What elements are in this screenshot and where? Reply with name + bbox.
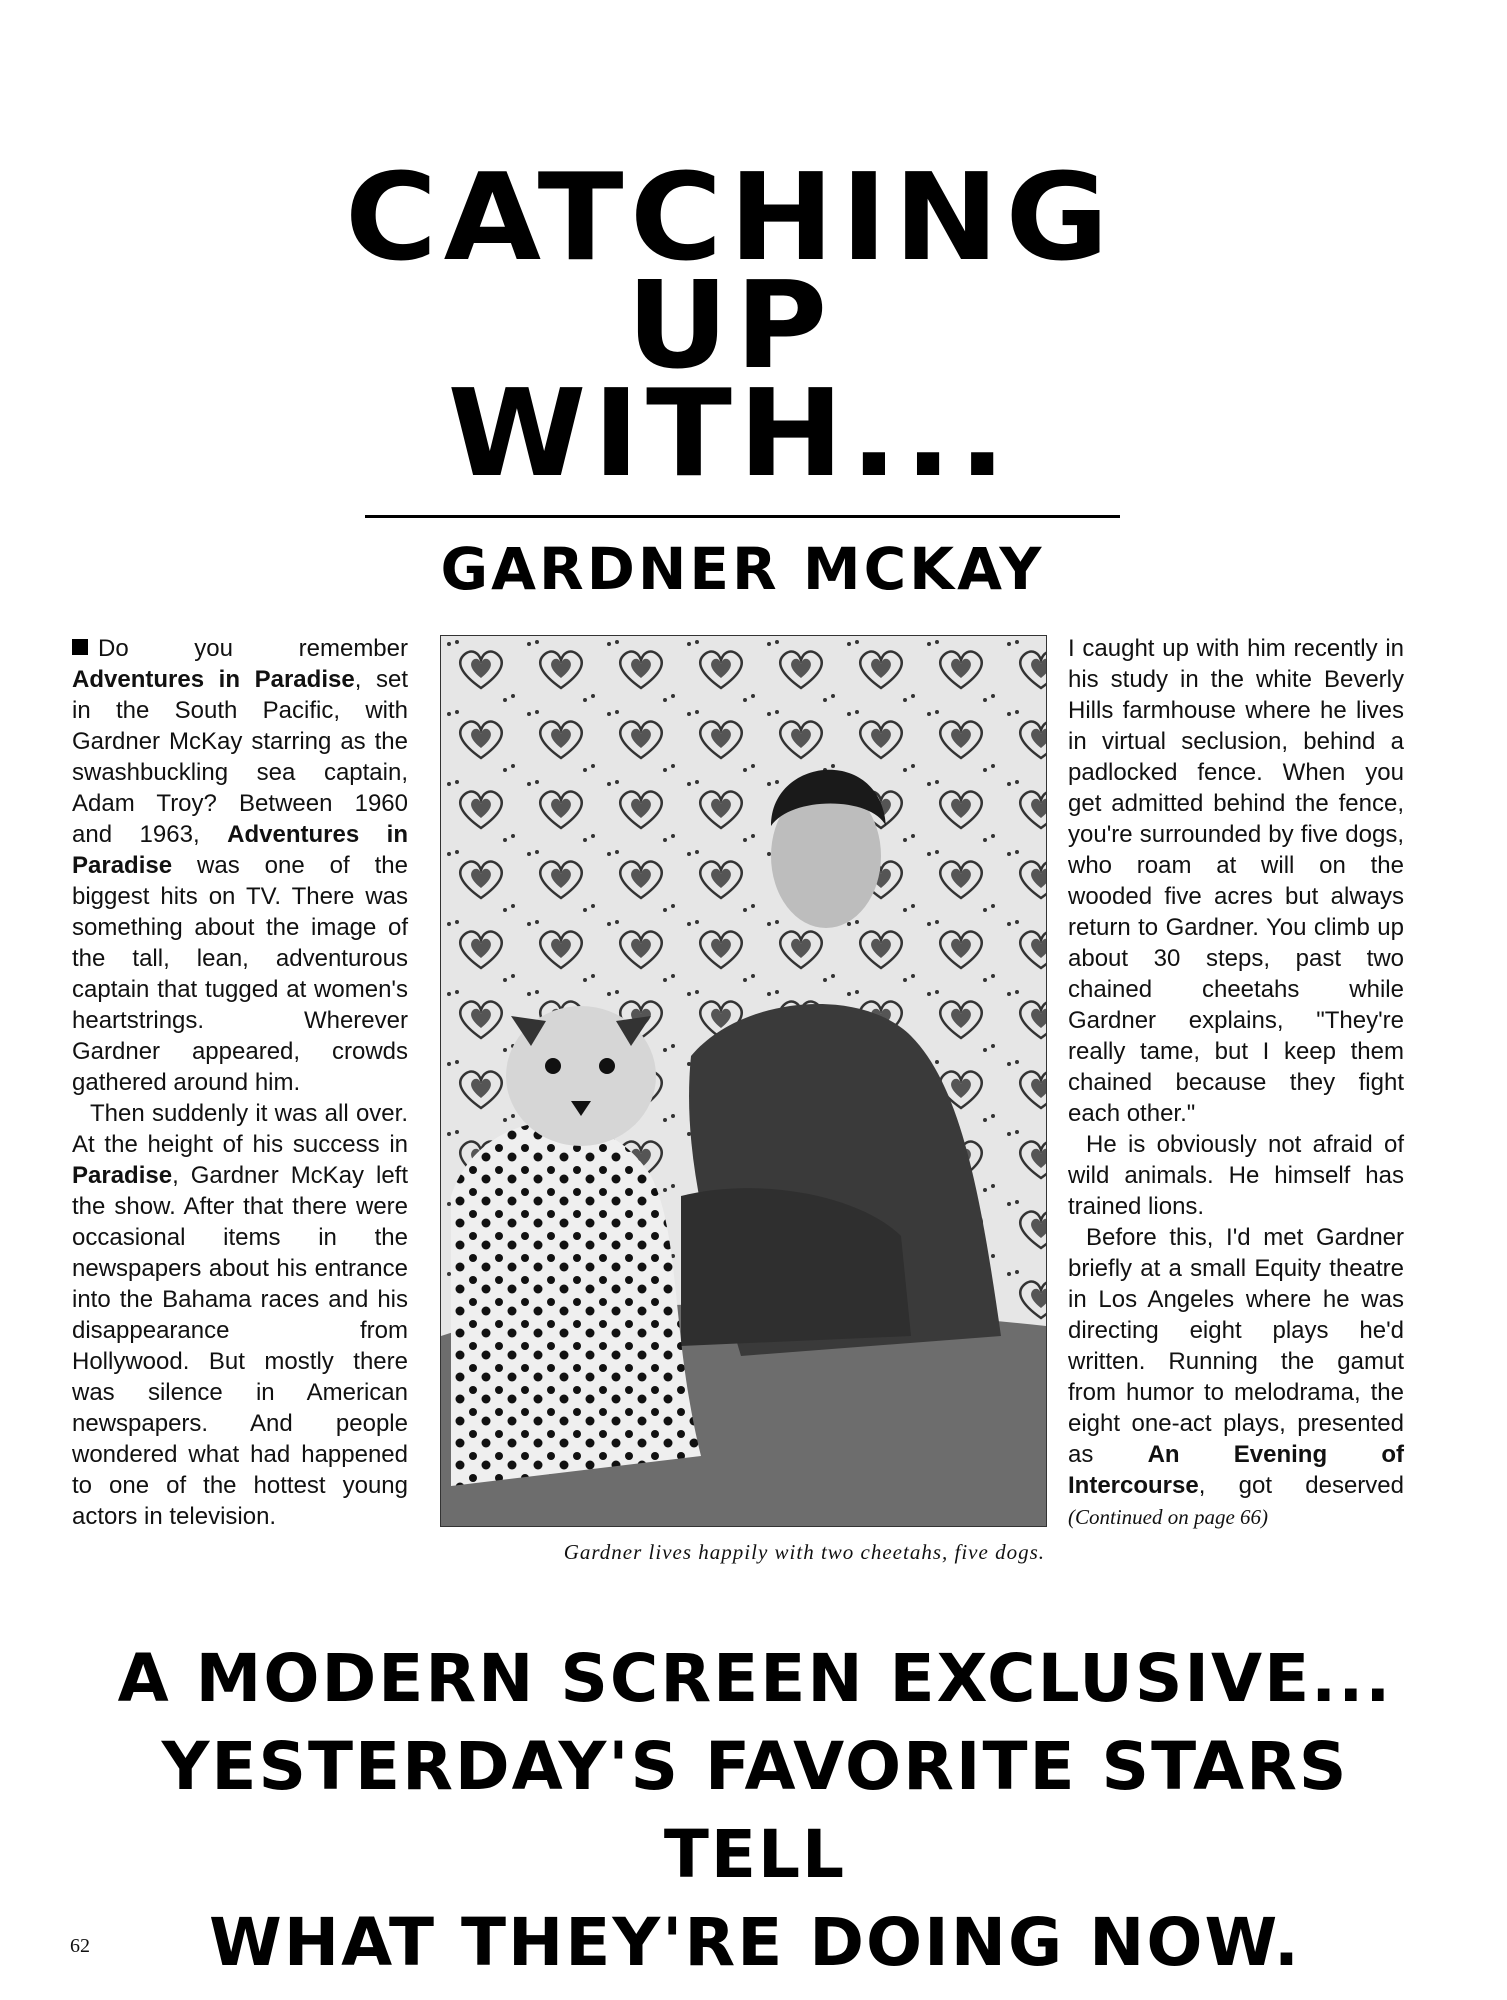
tagline-line-1: A MODERN SCREEN EXCLUSIVE... (117, 1640, 1393, 1717)
subhead: GARDNER MCKAY (440, 535, 1045, 603)
column3-paragraph-2: He is obviously not afraid of wild animals. He himself has trained lions. (1068, 1131, 1404, 1220)
continued-notice: (Continued on page 66) (1068, 1505, 1269, 1529)
headline-rule (365, 515, 1120, 518)
headline-line-2: UP (626, 257, 834, 396)
photo-caption: Gardner lives happily with two cheetahs, five dogs. (563, 1540, 1045, 1564)
column1-paragraph-1: Do you remember Adventures in Paradise, set in the South Pacific, with Gardner McKay starring as the swashbuckling sea captain, Adam Troy? Between 1960 and 1963, Adventures in Paradise was one of the biggest hits on TV. There was something about the image of the tall, lean, adventurous captain that tugged at women's heartstrings. Wherever Gardner appeared, crowds gathered around him. (72, 635, 408, 1096)
tagline-line-2: YESTERDAY'S FAVORITE STARS TELL (161, 1728, 1349, 1893)
headline-line-3: WITH... (447, 365, 1013, 504)
headline (340, 149, 1120, 504)
article-column-3 (1068, 633, 1404, 1533)
tagline (60, 1635, 1450, 1987)
headline-line-1: CATCHING (344, 149, 1116, 288)
tagline-line-3: WHAT THEY'RE DOING NOW. (209, 1904, 1301, 1981)
photo-gardner-with-cheetah (440, 635, 1047, 1527)
column3-paragraph-1: I caught up with him recently in his study in the white Beverly Hills farmhouse where he lives in virtual seclusion, behind a padlocked fence. When you get admitted behind the fence, you're surrounded by five dogs, who roam at will on the wooded five acres but always return to Gardner. You climb up about 30 steps, past two chained cheetahs while Gardner explains, "They're really tame, but I keep them chained because they fight each other." (1068, 635, 1404, 1127)
bullet-square-icon (72, 639, 88, 655)
column3-paragraph-3: Before this, I'd met Gardner briefly at a small Equity theatre in Los Angeles where he was directing eight plays he'd written. Running the gamut from humor to melodrama, the eight one-act plays, presented as An Evening of Intercourse, got deserved (Continued on page 66) (1068, 1224, 1404, 1529)
page-number: 62 (70, 1935, 90, 1957)
article-column-1 (72, 633, 408, 1532)
column1-paragraph-2: Then suddenly it was all over. At the height of his success in Paradise, Gardner McKay left the show. After that there were occasional items in the newspapers about his entrance into the Bahama races and his disappearance from Hollywood. But mostly there was silence in American newspapers. And people wondered what had happened to one of the hottest young actors in television. (72, 1100, 408, 1530)
photo-illustration (441, 636, 1046, 1526)
